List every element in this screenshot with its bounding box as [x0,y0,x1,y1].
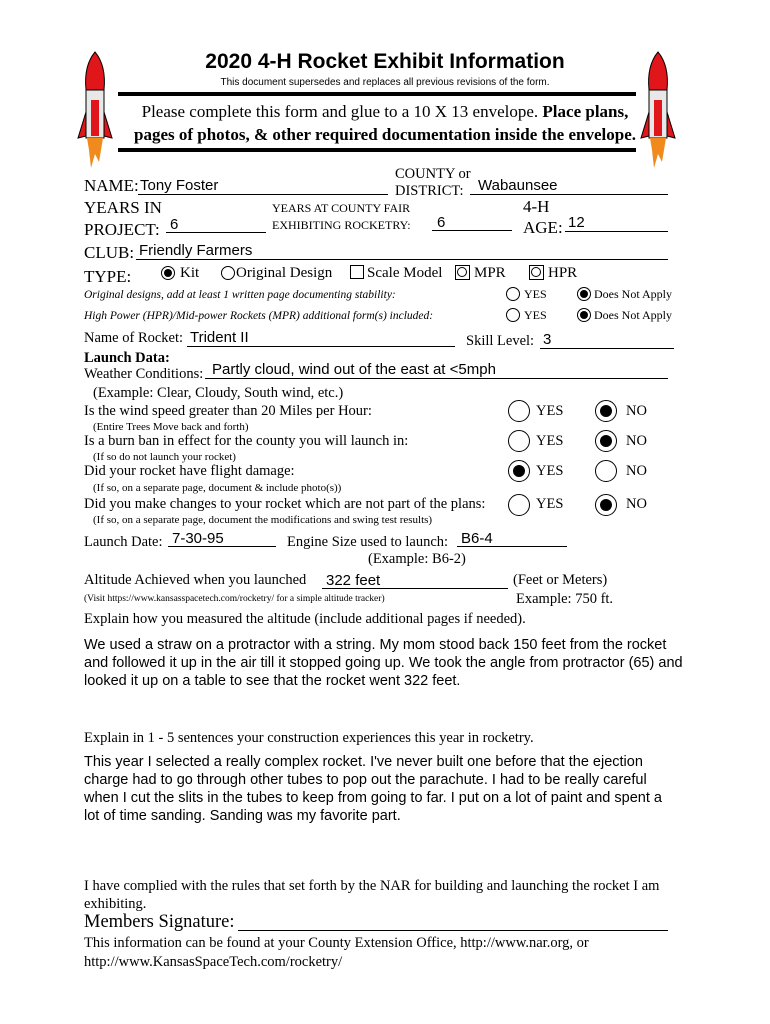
county-label: COUNTY or DISTRICT: [395,166,471,199]
original-yes-label: YES [524,287,547,301]
q3-no-label: NO [626,463,647,479]
altitude-line [322,588,508,589]
project-label: PROJECT: [84,220,160,239]
launch-date-label: Launch Date: [84,534,163,550]
years-fair-label: YEARS AT COUNTY FAIR EXHIBITING ROCKETRY: [272,201,411,232]
type-scale-label: Scale Model [367,265,443,281]
engine-label: Engine Size used to launch: [287,534,449,550]
county-value[interactable]: Wabaunsee [478,177,558,194]
original-na-radio[interactable] [577,287,591,301]
form-subtitle: This document supersedes and replaces all previous revisions of the form. [220,77,550,88]
club-line [136,259,668,260]
hpr-na-radio[interactable] [577,308,591,322]
club-label: CLUB: [84,243,135,262]
q3-hint: (If so, on a separate page, document & include photo(s)) [93,482,342,494]
hpr-mpr-note: High Power (HPR)/Mid-power Rockets (MPR) additional form(s) included: [84,310,434,322]
tracker-note: (Visit https://www.kansasspacetech.com/rocketry/ for a simple altitude tracker) [84,594,385,604]
launch-heading: Launch Data: [84,350,170,366]
type-label: TYPE: [84,267,132,286]
q1-yes-label: YES [536,403,564,419]
q3-text: Did your rocket have flight damage: [84,463,295,479]
q1-yes-radio[interactable] [508,400,530,422]
age-line [565,231,668,232]
signature-label: Members Signature: [84,912,235,932]
launch-date-line [168,546,276,547]
project-value[interactable]: 6 [170,216,179,233]
altitude-value[interactable]: 322 feet [326,572,381,589]
header-rule-top [118,92,636,96]
original-designs-note: Original designs, add at least 1 written page documenting stability: [84,289,396,301]
skill-line [540,348,674,349]
fourh-label: 4-H [523,197,550,216]
engine-value[interactable]: B6-4 [461,530,493,547]
explain-construction-label: Explain in 1 - 5 sentences your construction experiences this year in rocketry. [84,730,534,746]
years-in-label: YEARS IN [84,198,162,217]
q2-no-label: NO [626,433,647,449]
hpr-yes-radio[interactable] [506,308,520,322]
q2-yes-label: YES [536,433,564,449]
original-na-label: Does Not Apply [594,287,672,301]
skill-label: Skill Level: [466,333,535,349]
type-mpr-label: MPR [474,265,506,281]
instruction-text: Please complete this form and glue to a 10 X 13 envelope. Place plans, pages of photos, & other required documentation inside the envelope. [134,102,636,144]
q3-no-radio[interactable] [595,460,617,482]
years-fair-value[interactable]: 6 [437,214,446,231]
type-hpr-label: HPR [548,265,578,281]
age-value[interactable]: 12 [568,214,585,231]
weather-value[interactable]: Partly cloud, wind out of the east at <5mph [212,361,496,378]
age-label: AGE: [523,218,563,237]
q2-yes-radio[interactable] [508,430,530,452]
info-line-2: http://www.KansasSpaceTech.com/rocketry/ [84,954,343,970]
q3-yes-radio[interactable] [508,460,530,482]
altitude-example: Example: 750 ft. [516,591,614,607]
project-line [166,232,266,233]
compliance-text: I have complied with the rules that set forth by the NAR for building and launching the rocket I am exhibiting. [84,878,660,912]
q4-yes-radio[interactable] [508,494,530,516]
type-scale-checkbox[interactable] [350,265,364,279]
years-fair-line [432,230,512,231]
type-mpr-checkbox[interactable] [455,265,470,280]
q2-hint: (If so do not launch your rocket) [93,451,236,463]
type-original-label: Original Design [236,265,333,281]
type-kit-label: Kit [180,265,200,281]
rocket-name-value[interactable]: Trident II [190,329,249,346]
explain-altitude-label: Explain how you measured the altitude (include additional pages if needed). [84,611,526,627]
name-value[interactable]: Tony Foster [140,177,219,194]
skill-value[interactable]: 3 [543,331,552,348]
explain-construction-answer[interactable]: This year I selected a really complex rocket. I've never built one before that the ejection charge had to go through other tubes to pop out the parachute. I had to be really careful when I cut the slits in the tubes to keep from going to far. I put on a lot of paint and spent a lot of time sanding. Sanding was my favorite part. [84,754,662,824]
altitude-label: Altitude Achieved when you launched [84,572,307,588]
q1-no-radio[interactable] [595,400,617,422]
original-yes-radio[interactable] [506,287,520,301]
type-kit-radio[interactable] [161,266,175,280]
name-line [138,194,388,195]
info-line-1: This information can be found at your County Extension Office, http://www.nar.org, or [84,935,589,951]
q4-no-label: NO [626,496,647,512]
q4-hint: (If so, on a separate page, document the modifications and swing test results) [93,514,433,526]
q3-yes-label: YES [536,463,564,479]
q1-no-label: NO [626,403,647,419]
hpr-yes-label: YES [524,308,547,322]
weather-label: Weather Conditions: [84,366,204,382]
header-rule-bottom [118,148,636,152]
name-label: NAME: [84,176,139,195]
engine-example: (Example: B6-2) [368,551,466,567]
rocket-name-line [187,346,455,347]
q1-text: Is the wind speed greater than 20 Miles per Hour: [84,403,372,419]
launch-date-value[interactable]: 7-30-95 [172,530,224,547]
rocket-name-label: Name of Rocket: [84,330,184,346]
q4-text: Did you make changes to your rocket which are not part of the plans: [84,496,486,512]
q4-yes-label: YES [536,496,564,512]
weather-line [205,378,668,379]
explain-altitude-answer[interactable]: We used a straw on a protractor with a string. My mom stood back 150 feet from the rocket and followed it up in the air till it stopped going up. We took the angle from protractor (65) and looked it up on a table to see that the rocket went 322 feet. [84,637,683,689]
weather-example: (Example: Clear, Cloudy, South wind, etc.) [93,385,344,401]
signature-line[interactable] [238,930,668,931]
q2-text: Is a burn ban in effect for the county you will launch in: [84,433,409,449]
type-hpr-checkbox[interactable] [529,265,544,280]
type-original-radio[interactable] [221,266,235,280]
form-title: 2020 4-H Rocket Exhibit Information [205,50,565,73]
hpr-na-label: Does Not Apply [594,308,672,322]
engine-line [457,546,567,547]
q4-no-radio[interactable] [595,494,617,516]
county-line [470,194,668,195]
altitude-units: (Feet or Meters) [513,572,608,588]
q2-no-radio[interactable] [595,430,617,452]
club-value[interactable]: Friendly Farmers [139,242,253,259]
q1-hint: (Entire Trees Move back and forth) [93,421,249,433]
